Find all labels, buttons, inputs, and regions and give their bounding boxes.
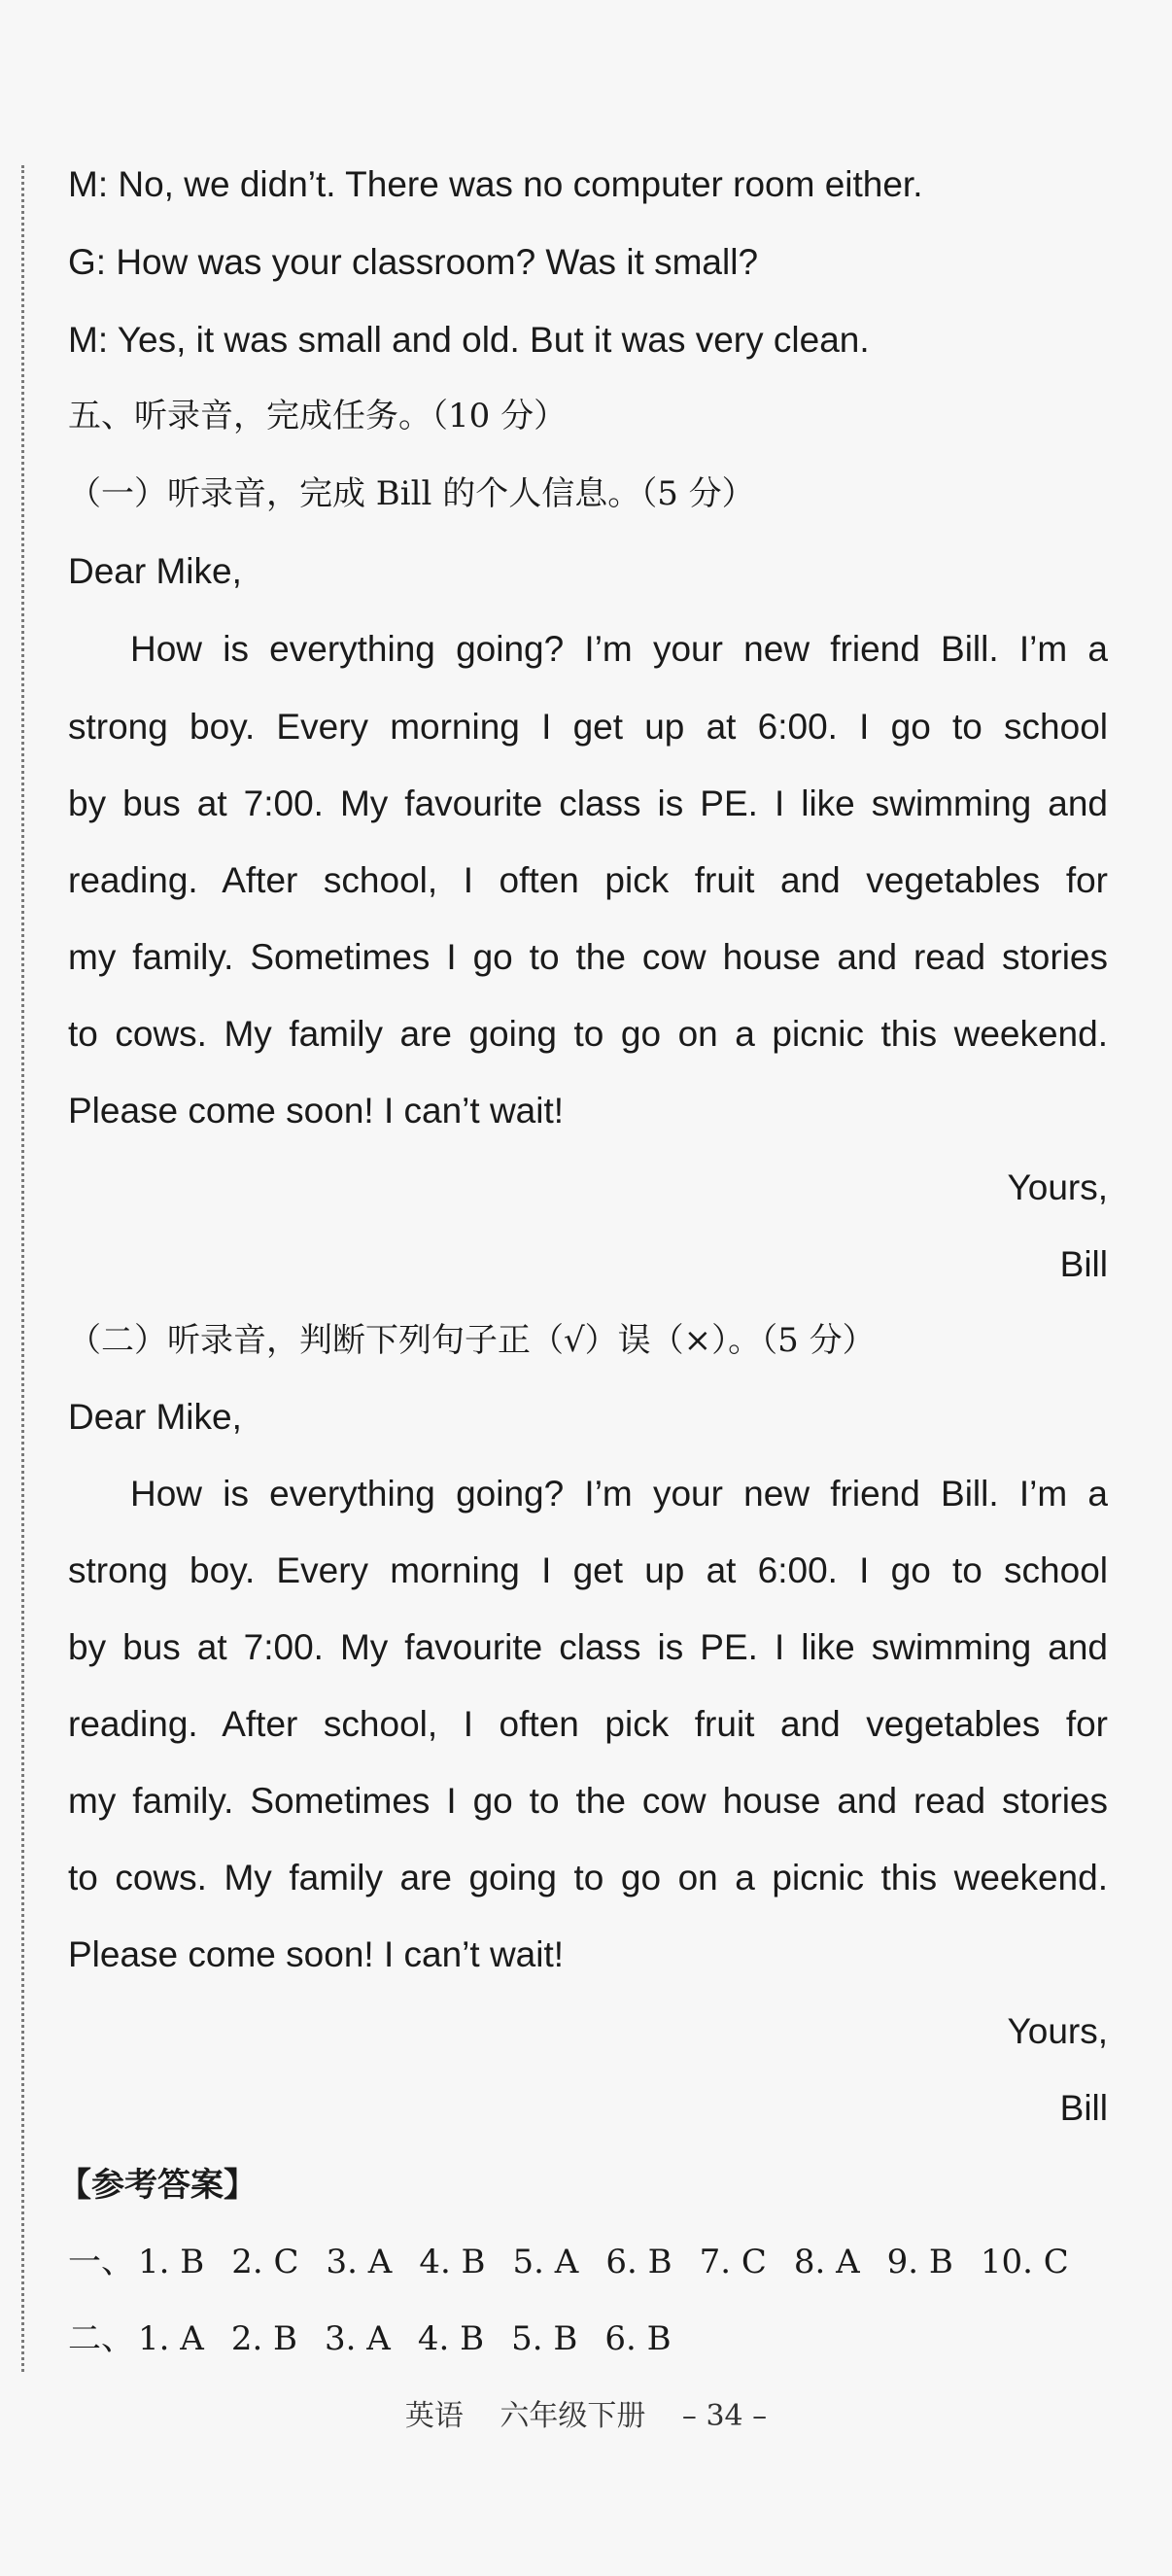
letter-1-line: to cows. My family are going to go on a picnic this weekend. <box>68 1014 1108 1054</box>
footer-grade: 六年级下册 <box>500 2399 646 2433</box>
letter-2-line: Please come soon! I can’t wait! <box>68 1934 565 1974</box>
letter-1-signature: Bill <box>1059 1244 1108 1284</box>
answer-item: 5. A <box>512 2243 579 2281</box>
letter-2-line: reading. After school, I often pick fruit and vegetables for <box>68 1704 1108 1744</box>
answer-item: 1. B <box>138 2243 205 2281</box>
answer-item: 8. A <box>793 2243 860 2281</box>
answer-row-prefix: 二、 <box>68 2319 134 2358</box>
dialogue-line-3: M: Yes, it was small and old. But it was very clean. <box>68 320 870 360</box>
letter-1-line: my family. Sometimes I go to the cow house and read stories <box>68 937 1108 977</box>
answer-item: 4. B <box>419 2243 486 2281</box>
answer-item: 6. B <box>605 2243 672 2281</box>
answer-item: 10. C <box>980 2243 1069 2281</box>
letter-2-greeting: Dear Mike, <box>68 1397 242 1437</box>
answer-row-2 <box>68 2317 1108 2360</box>
part-2-title: （二）听录音，判断下列句子正（√）误（×）。（5 分） <box>68 1321 876 1360</box>
letter-2-line: my family. Sometimes I go to the cow house and read stories <box>68 1781 1108 1821</box>
footer-page-number: – 34 – <box>681 2399 768 2433</box>
letter-1-greeting: Dear Mike, <box>68 551 242 591</box>
letter-2-line: strong boy. Every morning I get up at 6:00. I go to school <box>68 1550 1108 1590</box>
answer-item: 4. B <box>417 2319 485 2358</box>
answer-item: 5. B <box>511 2319 578 2358</box>
answer-item: 2. B <box>230 2319 298 2358</box>
dialogue-line-1: M: No, we didn’t. There was no computer room either. <box>68 164 923 204</box>
answer-item: 1. A <box>138 2319 204 2358</box>
letter-1-line: strong boy. Every morning I get up at 6:00. I go to school <box>68 707 1108 747</box>
section-5-title: 五、听录音，完成任务。（10 分） <box>68 397 568 435</box>
letter-1-closing: Yours, <box>1007 1167 1108 1207</box>
letter-1-line: by bus at 7:00. My favourite class is PE. I like swimming and <box>68 783 1108 823</box>
footer-subject: 英语 <box>404 2399 464 2433</box>
answer-item: 6. B <box>604 2319 672 2358</box>
answer-key-title: 【参考答案】 <box>58 2166 257 2205</box>
letter-1-line: Please come soon! I can’t wait! <box>68 1091 565 1131</box>
answer-item: 3. A <box>325 2319 391 2358</box>
dialogue-line-2: G: How was your classroom? Was it small? <box>68 242 759 282</box>
answer-item: 2. C <box>231 2243 299 2281</box>
letter-1-line: How is everything going? I’m your new friend Bill. I’m a <box>130 629 1108 669</box>
answer-item: 7. C <box>699 2243 767 2281</box>
letter-2-signature: Bill <box>1059 2088 1108 2128</box>
letter-2-closing: Yours, <box>1007 2011 1108 2051</box>
letter-1-line: reading. After school, I often pick fruit and vegetables for <box>68 860 1108 900</box>
answer-item: 3. A <box>326 2243 393 2281</box>
page-footer <box>0 2391 1172 2434</box>
answer-row-1 <box>68 2241 1108 2283</box>
binding-margin-rule <box>21 165 24 2372</box>
letter-2-line: to cows. My family are going to go on a picnic this weekend. <box>68 1858 1108 1897</box>
answer-row-prefix: 一、 <box>68 2243 134 2281</box>
letter-2-line: by bus at 7:00. My favourite class is PE. I like swimming and <box>68 1627 1108 1667</box>
part-1-title: （一）听录音，完成 Bill 的个人信息。（5 分） <box>68 474 755 513</box>
answer-item: 9. B <box>886 2243 953 2281</box>
letter-2-line: How is everything going? I’m your new friend Bill. I’m a <box>130 1474 1108 1514</box>
